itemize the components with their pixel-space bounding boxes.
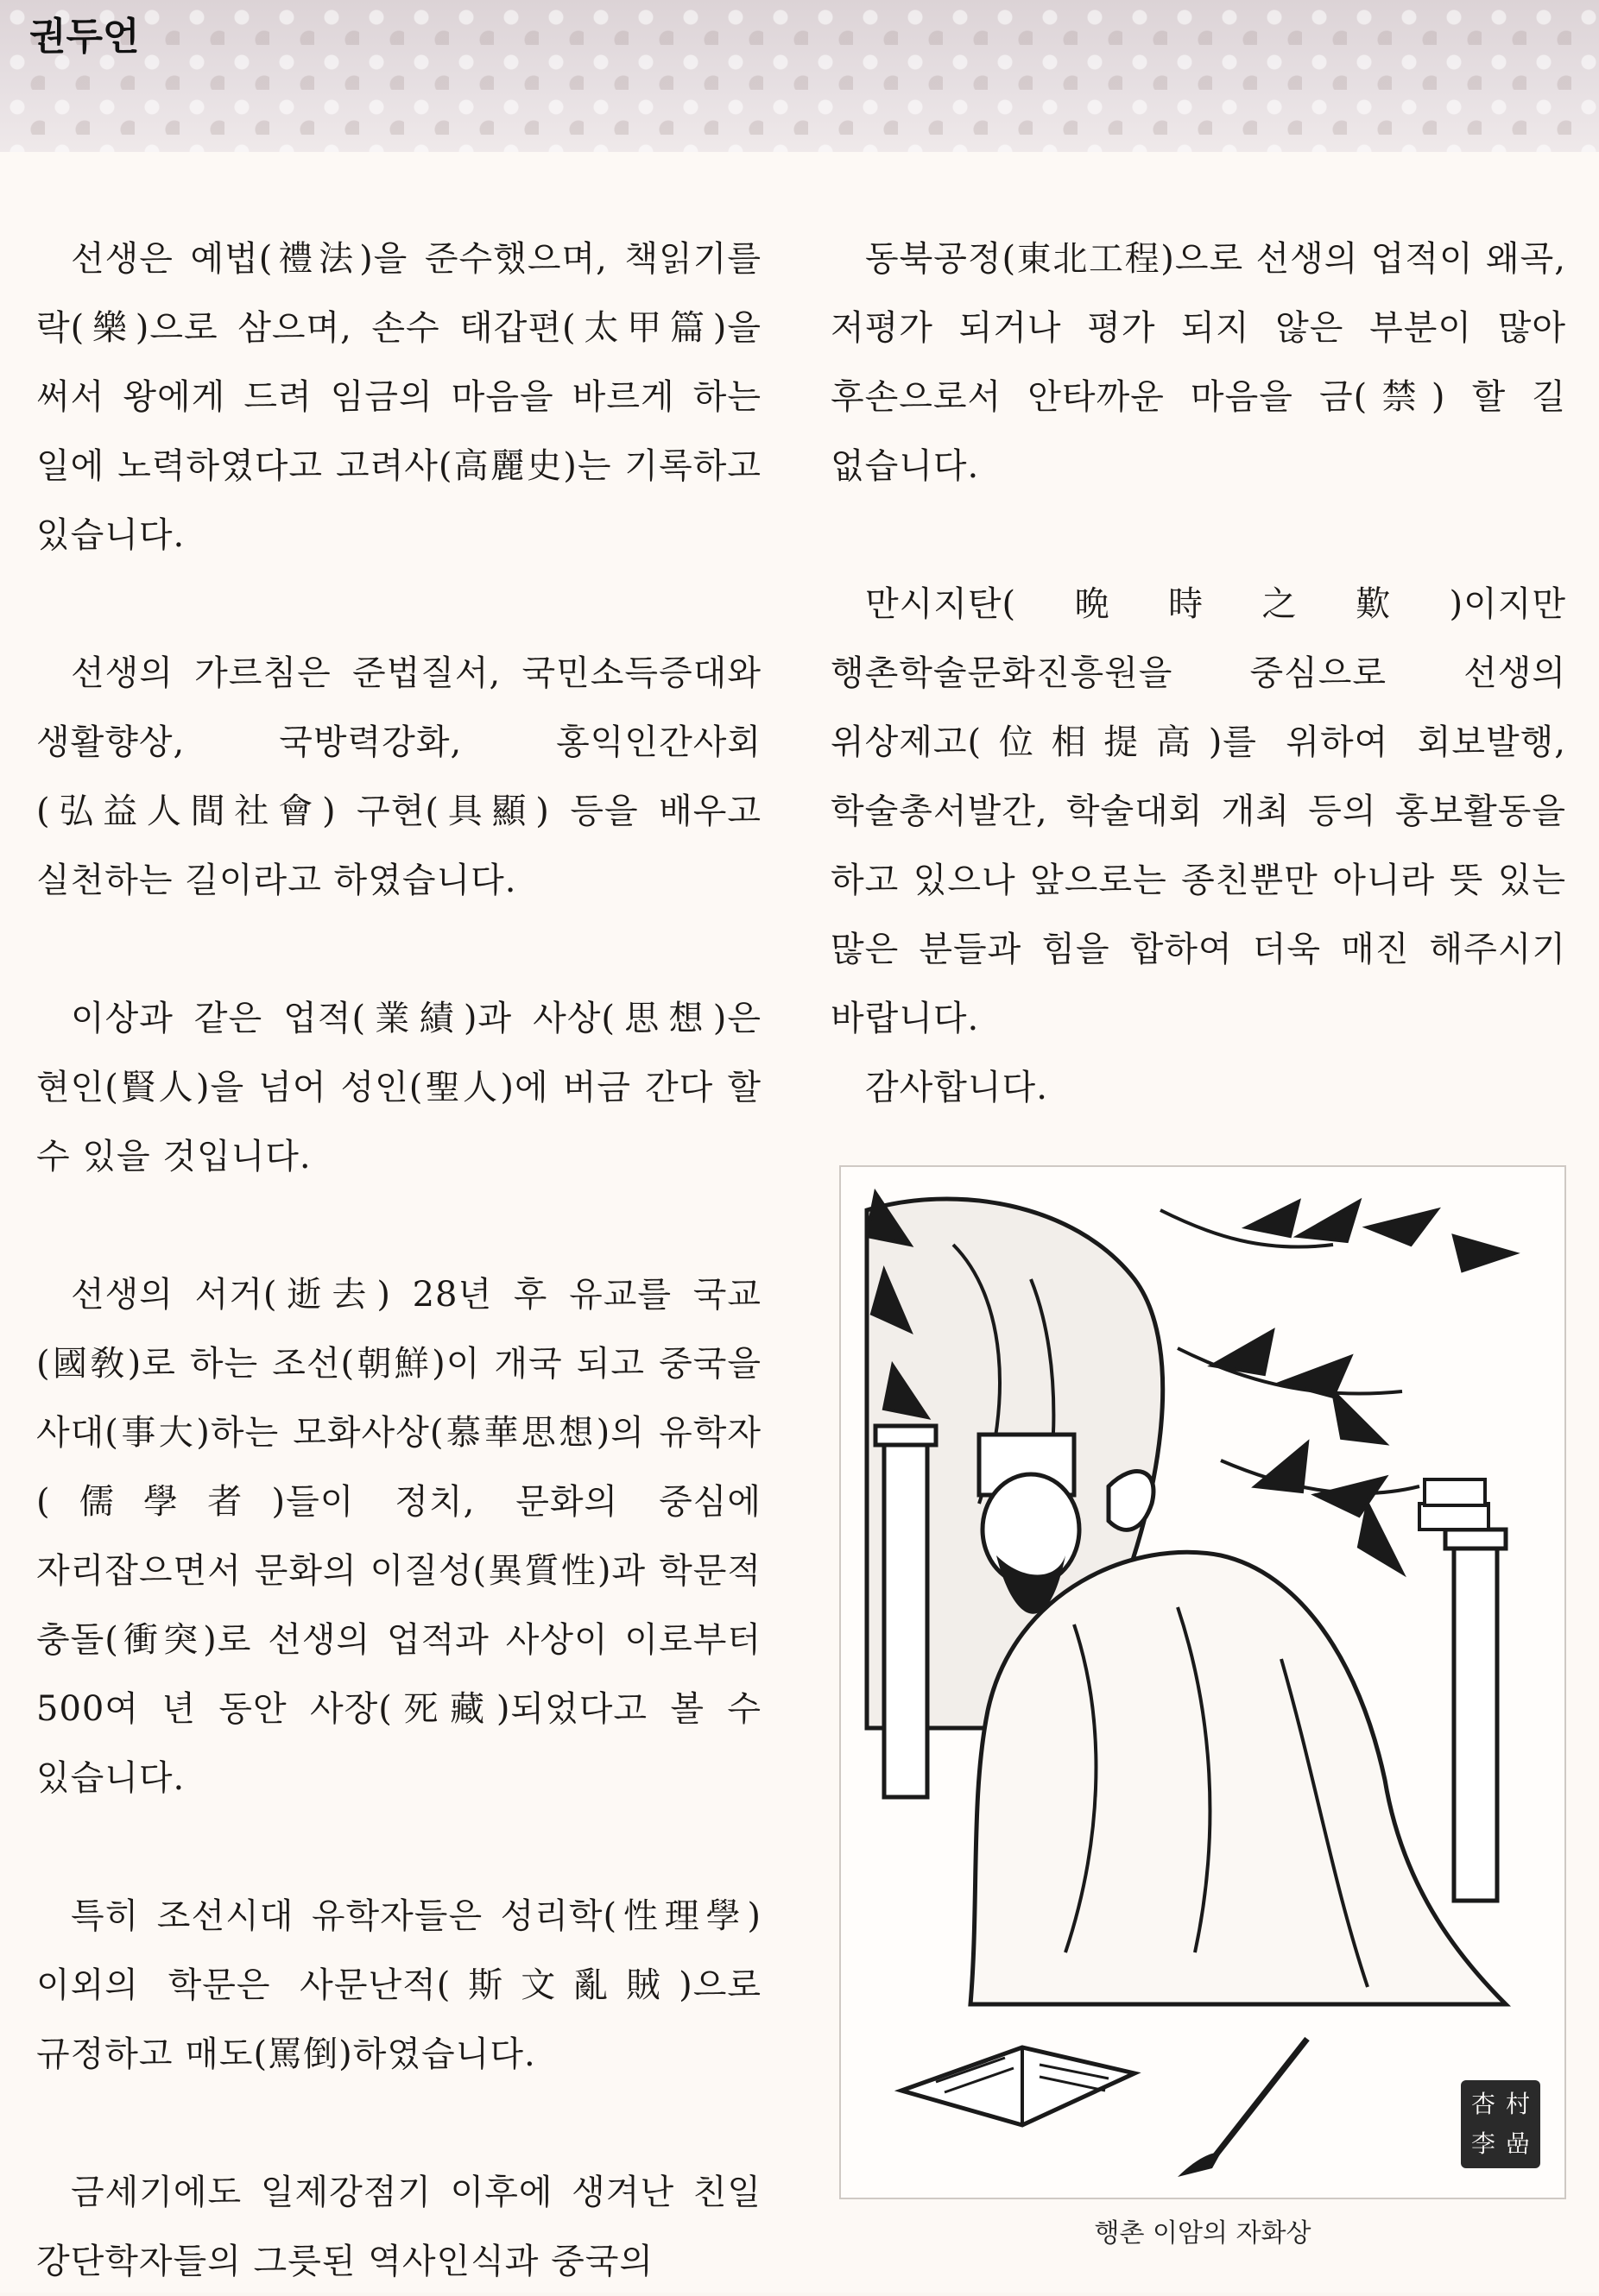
seal-char: 李	[1470, 2129, 1495, 2158]
header-band	[0, 0, 1599, 153]
figure-caption: 행촌 이암의 자화상	[1094, 2218, 1311, 2249]
paragraph: 감사합니다.	[865, 1068, 1048, 1107]
paragraph: 금세기에도 일제강점기 이후에 생겨난 친일 강단학자들의 그릇된 역사인식과 중국의	[36, 2173, 762, 2281]
seal-char: 村	[1505, 2090, 1530, 2118]
left-column	[36, 224, 762, 2296]
portrait-illustration	[850, 1176, 1556, 2189]
paragraph: 동북공정(東北工程)으로 선생의 업적이 왜곡, 저평가 되거나 평가 되지 않은 부분이 많아 후손으로서 안타까운 마음을 금(禁) 할 길 없습니다.	[831, 239, 1566, 486]
paragraph: 특히 조선시대 유학자들은 성리학(性理學) 이외의 학문은 사문난적(斯文亂賊)으로 규정하고 매도(罵倒)하였습니다.	[36, 1896, 762, 2074]
paragraph: 이상과 같은 업적(業績)과 사상(思想)은 현인(賢人)을 넘어 성인(聖人)에 버금 간다 할 수 있을 것입니다.	[36, 999, 762, 1176]
seal-stamp	[1461, 2080, 1540, 2168]
paragraph: 만시지탄(晩時之歎)이지만 행촌학술문화진흥원을 중심으로 선생의 위상제고(位相提高)를 위하여 회보발행, 학술총서발간, 학술대회 개최 등의 홍보활동을 하고 있으나 앞으로는 종친뿐만 아니라 뜻 있는 많은 분들과 힘을 합하여 더욱 매진 해주시기 바랍니다.	[831, 584, 1566, 1038]
seal-char: 嵒	[1505, 2129, 1530, 2158]
paragraph: 선생의 서거(逝去) 28년 후 유교를 국교(國敎)로 하는 조선(朝鮮)이 개국 되고 중국을 사대(事大)하는 모화사상(慕華思想)의 유학자(儒學者)들이 정치, 문화의 중심에 자리잡으면서 문화의 이질성(異質性)과 학문적 충돌(衝突)로 선생의 업적과 사상이 이로부터 500여 년 동안 사장(死藏)되었다고 볼 수 있습니다.	[36, 1275, 762, 1798]
author-label: 권두언	[29, 15, 140, 59]
paragraph: 선생의 가르침은 준법질서, 국민소득증대와 생활향상, 국방력강화, 홍익인간사회(弘益人間社會) 구현(具顯) 등을 배우고 실천하는 길이라고 하였습니다.	[36, 653, 762, 900]
paragraph: 선생은 예법(禮法)을 준수했으며, 책읽기를 락(樂)으로 삼으며, 손수 태갑편(太甲篇)을 써서 왕에게 드려 임금의 마음을 바르게 하는 일에 노력하였다고 고려사(高麗史)는 기록하고 있습니다.	[36, 239, 762, 555]
portrait-figure	[839, 1165, 1566, 2199]
seal-char: 杏	[1470, 2090, 1495, 2118]
right-column	[831, 224, 1566, 1122]
